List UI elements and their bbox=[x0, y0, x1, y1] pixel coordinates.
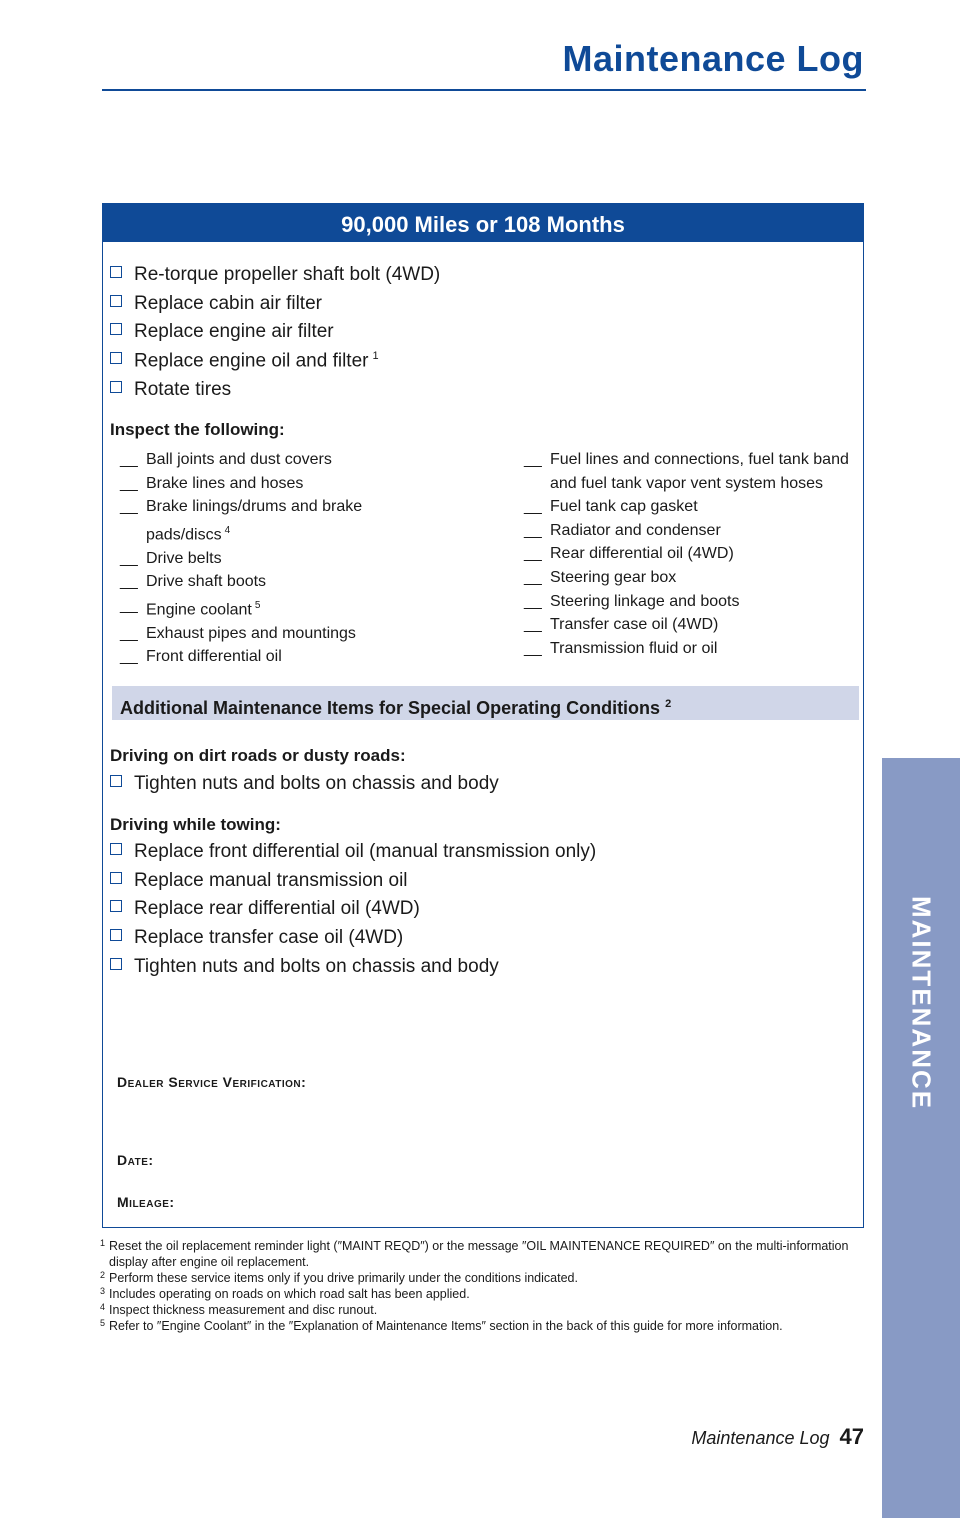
checkbox[interactable] bbox=[110, 843, 122, 855]
checklist-item bbox=[103, 952, 863, 981]
main-checklist bbox=[103, 261, 863, 404]
footnote bbox=[100, 1286, 860, 1302]
inspect-item bbox=[524, 590, 864, 614]
inspect-item bbox=[524, 566, 864, 590]
checklist-item-text: Replace engine air filter bbox=[134, 321, 334, 343]
inspect-blank[interactable]: __ bbox=[120, 474, 138, 492]
footnote-number: 5 bbox=[100, 1318, 106, 1328]
footnote bbox=[100, 1270, 860, 1286]
inspect-item-text: Steering gear box bbox=[550, 568, 677, 586]
checklist-item bbox=[103, 924, 863, 953]
footnote-ref: 4 bbox=[224, 524, 231, 536]
inspect-item-text: Steering linkage and boots bbox=[550, 592, 740, 610]
inspect-blank[interactable]: __ bbox=[120, 648, 138, 666]
inspect-item bbox=[120, 519, 500, 547]
footnote-text: Reset the oil replacement reminder light (″MAINT REQD″) or the message ″OIL MAINTENANCE REQUIRED″ on the multi-information display after engine oil replacement. bbox=[109, 1239, 849, 1269]
towing-checklist bbox=[103, 838, 863, 981]
dirt-roads-checklist bbox=[103, 770, 863, 799]
inspect-blank[interactable]: __ bbox=[120, 624, 138, 642]
inspect-blank[interactable]: __ bbox=[120, 573, 138, 591]
page-footer bbox=[691, 1424, 864, 1450]
inspect-item-text: Drive shaft boots bbox=[146, 573, 267, 591]
checklist-item bbox=[103, 867, 863, 896]
checklist-item-text: Tighten nuts and bolts on chassis and body bbox=[134, 773, 499, 795]
inspect-item bbox=[120, 547, 500, 571]
footnote-text: Refer to ″Engine Coolant″ in the ″Explanation of Maintenance Items″ section in the back of this guide for more information. bbox=[109, 1319, 783, 1333]
interval-header: 90,000 Miles or 108 Months bbox=[103, 204, 863, 242]
footnote-ref: 5 bbox=[254, 599, 261, 611]
inspect-item bbox=[120, 645, 500, 669]
inspect-item-text: Exhaust pipes and mountings bbox=[146, 624, 356, 642]
inspect-item bbox=[524, 519, 864, 543]
checkbox[interactable] bbox=[110, 958, 122, 970]
checkbox[interactable] bbox=[110, 929, 122, 941]
dirt-roads-heading: Driving on dirt roads or dusty roads: bbox=[110, 746, 406, 765]
footnote bbox=[100, 1318, 860, 1334]
inspect-item bbox=[524, 613, 864, 637]
inspect-item-text: Fuel lines and connections, fuel tank band bbox=[550, 451, 849, 468]
inspect-blank[interactable]: __ bbox=[524, 451, 542, 468]
checkbox[interactable] bbox=[110, 872, 122, 884]
footnote-text: Perform these service items only if you drive primarily under the conditions indicated. bbox=[109, 1271, 578, 1285]
inspect-item-text: Radiator and condenser bbox=[550, 521, 721, 539]
checklist-item-text: Replace manual transmission oil bbox=[134, 869, 408, 891]
inspect-item-text: Transmission fluid or oil bbox=[550, 639, 718, 657]
checklist-item bbox=[103, 895, 863, 924]
checkbox[interactable] bbox=[110, 323, 122, 335]
inspect-blank[interactable]: __ bbox=[120, 549, 138, 567]
section-side-tab bbox=[882, 758, 960, 1518]
inspect-blank[interactable]: __ bbox=[524, 639, 542, 657]
inspect-item bbox=[524, 472, 864, 496]
inspect-item-text: and fuel tank vapor vent system hoses bbox=[550, 474, 824, 492]
footnote-number: 3 bbox=[100, 1286, 106, 1296]
inspect-item-text: Engine coolant $^5$ bbox=[146, 599, 261, 619]
checklist-item-text: Replace cabin air filter bbox=[134, 292, 322, 314]
maintenance-box bbox=[102, 203, 864, 1228]
checklist-item-text: Replace rear differential oil (4WD) bbox=[134, 898, 420, 920]
inspect-item-text: Brake linings/drums and brake bbox=[146, 498, 363, 516]
checklist-item bbox=[103, 347, 863, 376]
inspect-item-text: Transfer case oil (4WD) bbox=[550, 616, 719, 634]
inspect-item-text: Fuel tank cap gasket bbox=[550, 498, 698, 516]
inspect-blank[interactable]: __ bbox=[120, 451, 138, 468]
inspect-blank[interactable]: __ bbox=[524, 545, 542, 563]
checkbox[interactable] bbox=[110, 381, 122, 393]
footnotes bbox=[100, 1238, 860, 1334]
inspect-heading: Inspect the following: bbox=[110, 420, 285, 439]
inspect-item bbox=[120, 495, 500, 519]
footnote-number: 1 bbox=[100, 1238, 106, 1248]
side-tab-label: MAINTENANCE bbox=[906, 896, 937, 1111]
inspect-item-text: Front differential oil bbox=[146, 648, 282, 666]
inspect-item-text: pads/discs $^4$ bbox=[146, 524, 231, 544]
footnote-number: 4 bbox=[100, 1302, 106, 1312]
checkbox[interactable] bbox=[110, 295, 122, 307]
checklist-item bbox=[103, 375, 863, 404]
checklist-item bbox=[103, 770, 863, 799]
inspect-item bbox=[524, 542, 864, 566]
checklist-item bbox=[103, 318, 863, 347]
towing-heading: Driving while towing: bbox=[110, 815, 281, 834]
checklist-item bbox=[103, 290, 863, 319]
footer-section-label: Maintenance Log bbox=[691, 1428, 830, 1448]
inspect-blank[interactable]: __ bbox=[524, 498, 542, 516]
inspect-item bbox=[524, 495, 864, 519]
page-number: 47 bbox=[839, 1424, 864, 1449]
inspect-item bbox=[524, 448, 864, 472]
inspect-blank[interactable]: __ bbox=[120, 498, 138, 516]
checklist-item-text: Replace front differential oil (manual transmission only) bbox=[134, 841, 597, 863]
checkbox[interactable] bbox=[110, 900, 122, 912]
inspect-item-text: Ball joints and dust covers bbox=[146, 451, 332, 468]
inspect-blank[interactable] bbox=[120, 519, 146, 547]
inspect-blank[interactable]: __ bbox=[120, 596, 138, 614]
footnote bbox=[100, 1302, 860, 1318]
footnote-number: 2 bbox=[100, 1270, 106, 1280]
checklist-item-text: Replace engine oil and filter $^1$ bbox=[134, 349, 379, 372]
inspect-item-text: Rear differential oil (4WD) bbox=[550, 545, 734, 563]
inspect-item bbox=[120, 570, 500, 594]
inspect-item-text: Brake lines and hoses bbox=[146, 474, 304, 492]
footnote-text: Includes operating on roads on which road salt has been applied. bbox=[109, 1287, 470, 1301]
footnote-ref: 1 bbox=[372, 349, 379, 362]
checklist-item-text: Tighten nuts and bolts on chassis and body bbox=[134, 955, 499, 977]
inspect-blank[interactable]: __ bbox=[524, 592, 542, 610]
inspect-item-text: Drive belts bbox=[146, 549, 222, 567]
inspect-item bbox=[120, 472, 500, 496]
inspect-blank[interactable]: __ bbox=[524, 568, 542, 586]
checklist-item-text: Re-torque propeller shaft bolt (4WD) bbox=[134, 264, 441, 286]
inspect-item bbox=[120, 448, 500, 472]
checklist-item bbox=[103, 838, 863, 867]
special-conditions-title: Additional Maintenance Items for Special Operating Conditions bbox=[120, 698, 661, 718]
dealer-verification-label: Dealer Service Verification: bbox=[117, 1074, 307, 1090]
checkbox[interactable] bbox=[110, 352, 122, 364]
inspect-list-left bbox=[120, 448, 500, 669]
footnote bbox=[100, 1238, 860, 1270]
inspect-blank[interactable]: __ bbox=[524, 616, 542, 634]
checklist-item-text: Rotate tires bbox=[134, 378, 232, 400]
checkbox[interactable] bbox=[110, 266, 122, 278]
inspect-blank[interactable] bbox=[524, 472, 550, 496]
page-title: Maintenance Log bbox=[562, 38, 864, 79]
checklist-item-text: Replace transfer case oil (4WD) bbox=[134, 927, 404, 949]
date-label: Date: bbox=[117, 1152, 154, 1168]
inspect-blank[interactable]: __ bbox=[524, 521, 542, 539]
title-divider bbox=[102, 89, 866, 91]
inspect-list-right bbox=[524, 448, 864, 660]
footnote-text: Inspect thickness measurement and disc runout. bbox=[109, 1303, 378, 1317]
checklist-item bbox=[103, 261, 863, 290]
inspect-item bbox=[120, 622, 500, 646]
checkbox[interactable] bbox=[110, 775, 122, 787]
mileage-label: Mileage: bbox=[117, 1194, 175, 1210]
inspect-item bbox=[524, 637, 864, 661]
special-conditions-band bbox=[112, 686, 859, 720]
inspect-item bbox=[120, 594, 500, 622]
footnote-ref: 2 bbox=[665, 698, 672, 710]
